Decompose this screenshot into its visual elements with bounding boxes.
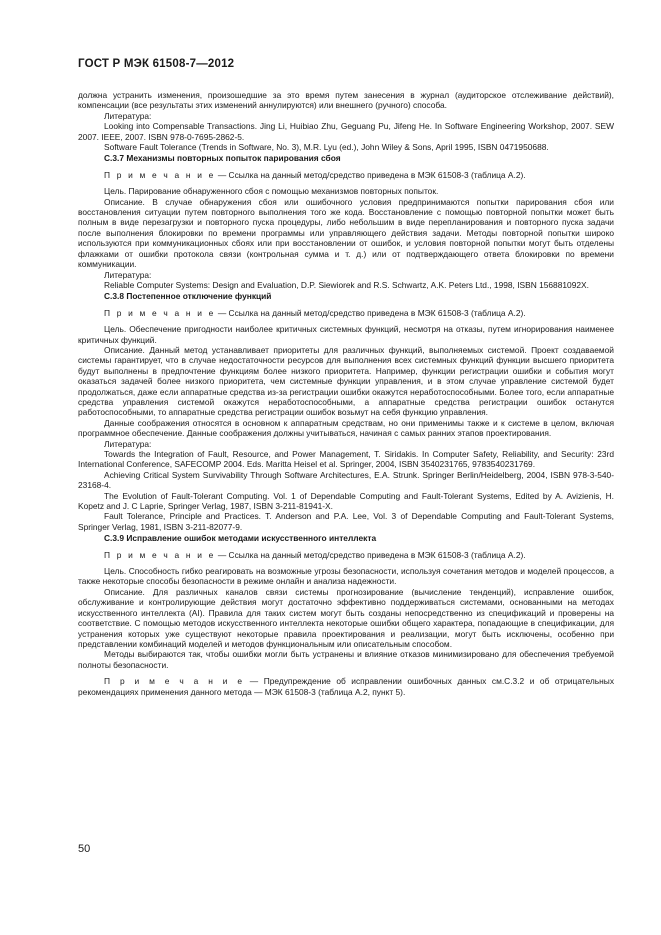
paragraph: Цель. Способность гибко реагировать на возможные угрозы безопасности, используя сочетания методов и моделей процессов, а также некоторые способы безопасности в режиме онлайн и анализа надежности. xyxy=(78,566,614,587)
section-heading: С.3.9 Исправление ошибок методами искусственного интеллекта xyxy=(104,533,377,544)
paragraph: Achieving Critical System Survivability Through Software Architectures, E.A. Strunk. Springer Berlin/Heidelberg, 2004, ISBN 978-3-540-23168-4. xyxy=(78,469,614,491)
paragraph: Литература: xyxy=(104,269,152,280)
paragraph: Цель. Обеспечение пригодности наиболее критичных системных функций, несмотря на отказы, путем игнорирования наименее критичных функций. xyxy=(78,324,614,345)
note-paragraph xyxy=(78,676,614,697)
paragraph: Описание. Данный метод устанавливает приоритеты для различных функций, выполняемых системой. Проект создаваемой системы гарантирует, что в случае недостаточности ресурсов для выполнения всех системных функций функции высшего приоритета будут выполнены в предпочтение функциям более низкого приоритета. Например, функции регистрации ошибки и события могут оказаться задачей более низкого приоритета, чем системные функции управления, и в этом случае управление системой будет продолжаться, даже если аппаратные средства из-за регистрации ошибки окажутся неработоспособными. Более того, если аппаратные средства управления системой окажутся неработоспособными, а аппаратные средства регистрации ошибок останутся работоспособными, то аппаратные средства регистрации ошибок возьмут на себя функцию управления. xyxy=(78,344,614,418)
section-heading: С.3.8 Постепенное отключение функций xyxy=(104,291,272,302)
note-label: П р и м е ч а н и е xyxy=(104,549,216,560)
note-text: — Ссылка на данный метод/средство приведена в МЭК 61508-3 (таблица А.2). xyxy=(215,169,526,180)
paragraph: Литература: xyxy=(104,110,152,121)
paragraph: Towards the Integration of Fault, Resource, and Power Management, T. Siridakis. In Computer Safety, Reliability, and Security: 23rd International Conference, SAFECOMP 2004. Eds. Maritta Heisel et al. Springer, 2004, ISBN 3540231765, 9783540231769. xyxy=(78,449,614,470)
paragraph: Цель. Парирование обнаруженного сбоя с помощью механизмов повторных попыток. xyxy=(104,186,439,197)
paragraph: Software Fault Tolerance (Trends in Software, No. 3), M.R. Lyu (ed.), John Wiley & Sons, April 1995, ISBN 0471950688. xyxy=(104,142,549,153)
note-label: П р и м е ч а н и е xyxy=(104,676,245,687)
note-text: — Ссылка на данный метод/средство приведена в МЭК 61508-3 (таблица А.2). xyxy=(215,549,526,560)
document-body xyxy=(78,90,614,697)
paragraph: Описание. В случае обнаружения сбоя или ошибочного условия предпринимаются попытки парирования сбоя или восстановления ситуации путем повторного выполнения того же кода. Восстановление с помощью повторной попытки может быть полным в виде перезагрузки и повторного пуска процедуры, либо небольшим в виде перепланирования и повторного пуска задачи после выполнения блокировки по времени программы или управляющего действия задачи. Методы повторной попытки широко используются при коммуникационных сбоях или при восстановлении от ошибок, и условия повторной попытки могут быть отделены флажками от ошибки протокола связи (контрольная сумма и т. д.) или от подтверждающего ответа блокировки по времени коммуникации. xyxy=(78,196,614,270)
paragraph: Методы выбираются так, чтобы ошибки могли быть устранены и влияние отказов минимизировано для обеспечения требуемой полноты безопасности. xyxy=(78,649,614,670)
note-paragraph xyxy=(78,170,614,180)
paragraph: Fault Tolerance, Principle and Practices. T. Anderson and P.A. Lee, Vol. 3 of Dependable Computing and Fault-Tolerant Systems, Springer Verlag, 1981, ISBN 3-211-82077-9. xyxy=(78,511,614,532)
note-paragraph xyxy=(78,308,614,318)
note-text: — Ссылка на данный метод/средство приведена в МЭК 61508-3 (таблица А.2). xyxy=(215,307,526,318)
document-page xyxy=(78,58,614,703)
note-text: — Предупреждение об исправлении ошибочных данных см.С.3.2 и об отрицательных рекомендациях применения данного метода — МЭК 61508-3 (таблица А.2, пункт 5). xyxy=(78,676,615,697)
paragraph: должна устранить изменения, произошедшие за это время путем занесения в журнал (аудиторское отслеживание действий), компенсации (все результаты этих изменений аннулируются) или внешнего (ручного) способа. xyxy=(78,90,614,111)
document-header: ГОСТ Р МЭК 61508-7—2012 xyxy=(78,58,235,70)
paragraph: Данные соображения относятся в основном к аппаратным средствам, но они применимы также и к системе в целом, включая программное обеспечение. Данные соображения должны учитываться, начиная с самых ранних этапов проектирования. xyxy=(78,417,614,439)
paragraph: Литература: xyxy=(104,438,152,449)
paragraph: Looking into Compensable Transactions. Jing Li, Huibiao Zhu, Geguang Pu, Jifeng He. In Software Engineering Workshop, 2007. SEW 2007. IEEE, 2007. ISBN 978-0-7695-2862-5. xyxy=(78,121,614,142)
paragraph: Reliable Computer Systems: Design and Evaluation, D.P. Siewiorek and R.S. Schwartz, A.K. Peters Ltd., 1998, ISBN 156881092X. xyxy=(104,279,589,290)
paragraph: The Evolution of Fault-Tolerant Computing. Vol. 1 of Dependable Computing and Fault-Tolerant Systems, Edited by A. Avizienis, H. Kopetz and J. C Laprie, Springer Verlag, 1987, ISBN 3-211-81941-X. xyxy=(78,490,614,512)
section-heading: С.3.7 Механизмы повторных попыток парирования сбоя xyxy=(104,153,341,164)
note-label: П р и м е ч а н и е xyxy=(104,307,216,318)
paragraph: Описание. Для различных каналов связи системы прогнозирование (вычисление тенденций), исправление ошибок, обслуживание и контролирующие действия могут достаточно эффективно поддерживаться системами, основанными на методах искусственного интеллекта (AI). Правила для таких систем могут быть созданы непосредственно из спецификаций и проверены на соответствие. С помощью методов искусственного интеллекта некоторые ошибки общего характера, попадающие в спецификации, для устранения которых уже существуют некоторые правила проектирования и реализации, могут быть исключены, особенно при представлении комбинаций моделей и методов функциональным или описательным способом. xyxy=(78,586,614,649)
note-label: П р и м е ч а н и е xyxy=(104,169,216,180)
note-paragraph xyxy=(78,550,614,560)
page-number: 50 xyxy=(78,843,91,855)
